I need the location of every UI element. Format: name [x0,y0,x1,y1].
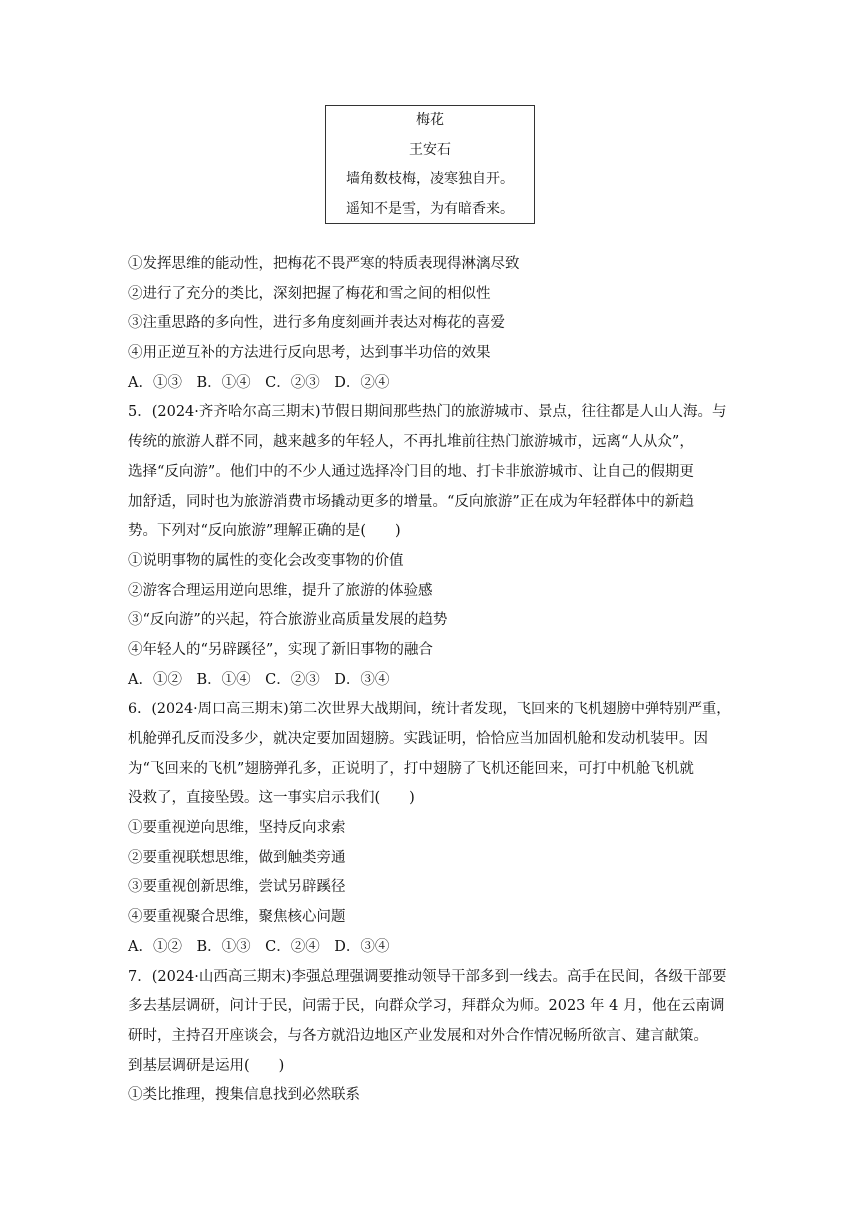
q4-statement-3: ③注重思路的多向性，进行多角度刻画并表达对梅花的喜爱 [128,315,505,332]
poem-title: 梅花 [416,112,444,128]
q5-stem-line-4: 加舒适，同时也为旅游消费市场撬动更多的增量。“反向旅游”正在成为年轻群体中的新趋 [128,493,694,510]
q5-stem-line-1: 5．(2024·齐齐哈尔高三期末)节假日期间那些热门的旅游城市、景点，往往都是人山人海。与 [128,404,727,421]
poem-line-1: 墙角数枝梅，凌寒独自开。 [346,171,514,187]
q5-statement-4: ④年轻人的“另辟蹊径”，实现了新旧事物的融合 [128,641,433,658]
q6-statement-3: ③要重视创新思维，尝试另辟蹊径 [128,879,346,896]
poem-box [325,105,535,224]
q5-statement-1: ①说明事物的属性的变化会改变事物的价值 [128,552,404,569]
q5-stem-line-3: 选择“反向游”。他们中的不少人通过选择冷门目的地、打卡非旅游城市、让自己的假期更 [128,463,694,480]
q6-stem-line-3: 为“飞回来的飞机”翅膀弹孔多，正说明了，打中翅膀了飞机还能回来，可打中机舱飞机就 [128,760,694,777]
poem-line-2: 遥知不是雪，为有暗香来。 [346,200,514,217]
q7-stem-line-2: 多去基层调研，问计于民，问需于民，向群众学习，拜群众为师。2023 年 4 月，他在云南调 [128,998,725,1015]
q5-statement-3: ③“反向游”的兴起，符合旅游业高质量发展的趋势 [128,612,448,629]
q6-statement-4: ④要重视聚合思维，聚焦核心问题 [128,909,346,926]
q7-stem-line-4: 到基层调研是运用( ) [128,1057,285,1074]
q4-statement-4: ④用正逆互补的方法进行反向思考，达到事半功倍的效果 [128,345,491,362]
q7-stem-line-3: 研时，主持召开座谈会，与各方就沿边地区产业发展和对外合作情况畅所欲言、建言献策。 [128,1027,708,1044]
q5-options: A．①② B．①④ C．②③ D．③④ [128,671,390,688]
q6-options: A．①② B．①③ C．②④ D．③④ [128,938,390,955]
q4-statement-1: ①发挥思维的能动性，把梅花不畏严寒的特质表现得淋漓尽致 [128,256,520,272]
q6-statement-1: ①要重视逆向思维，坚持反向求索 [128,820,346,837]
q7-statement-1: ①类比推理，搜集信息找到必然联系 [128,1087,360,1104]
q5-stem-line-5: 势。下列对“反向旅游”理解正确的是( ) [128,523,401,540]
poem-author: 王安石 [409,141,451,158]
q5-stem-line-2: 传统的旅游人群不同，越来越多的年轻人，不再扎堆前往热门旅游城市，远离“人从众”， [128,434,694,451]
q5-statement-2: ②游客合理运用逆向思维，提升了旅游的体验感 [128,582,433,599]
q4-statement-2: ②进行了充分的类比，深刻把握了梅花和雪之间的相似性 [128,285,491,302]
q6-stem-line-4: 没救了，直接坠毁。这一事实启示我们( ) [128,790,415,807]
q7-stem-line-1: 7．(2024·山西高三期末)李强总理强调要推动领导干部多到一线去。高手在民间，各级干部要 [128,968,727,985]
q4-options: A．①③ B．①④ C．②③ D．②④ [128,374,390,391]
q6-stem-line-1: 6．(2024·周口高三期末)第二次世界大战期间，统计者发现，飞回来的飞机翅膀中弹特别严重， [128,701,731,718]
q6-statement-2: ②要重视联想思维，做到触类旁通 [128,849,346,866]
question-content [128,250,740,1111]
q6-stem-line-2: 机舱弹孔反而没多少，就决定要加固翅膀。实践证明，恰恰应当加固机舱和发动机装甲。因 [128,731,708,747]
